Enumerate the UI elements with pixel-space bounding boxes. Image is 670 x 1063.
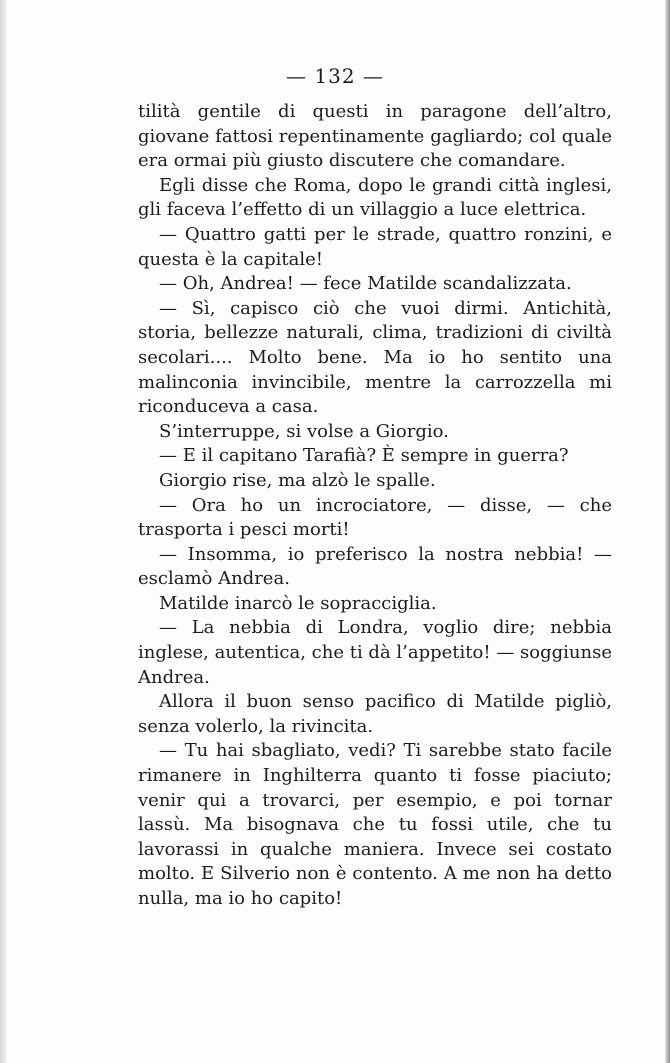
paragraph: — Insomma, io preferisco la nostra nebbia! — esclamò Andrea. [138,543,612,590]
paragraph: — Tu hai sbagliato, vedi? Ti sarebbe stato facile rimanere in Inghilterra quanto ti fosse piaciuto; venir qui a trovarci, per esempio, e poi tornar lassù. Ma bisognava che tu fossi utile, che tu lavorassi in qualche maniera. Invece sei costato molto. E Silverio non è contento. A me non ha detto nulla, ma io ho capito! [138,740,612,909]
paragraph: Giorgio rise, ma alzò le spalle. [159,469,436,491]
body-text [138,100,612,912]
paragraph: — E il capitano Tarafià? È sempre in guerra? [159,445,569,467]
page-left-edge [0,0,7,1063]
paragraph: Allora il buon senso pacifico di Matilde pigliò, senza volerlo, la rivincita. [138,691,612,737]
paragraph: S’interruppe, si volse a Giorgio. [159,420,449,442]
paragraph: — Ora ho un incrociatore, — disse, — che trasporta i pesci morti! [138,494,612,541]
paragraph: — Quattro gatti per le strade, quattro ronzini, e questa è la capitale! [138,223,612,270]
paragraph: — Sì, capisco ciò che vuoi dirmi. Antichità, storia, bellezze naturali, clima, tradizioni di civiltà secolari.... Molto bene. Ma io ho sentito una malinconia invincibile, mentre la carrozzella mi riconduceva a casa. [138,297,612,418]
page-right-edge [665,0,670,1063]
paragraph: tilità gentile di questi in paragone dell’altro, giovane fattosi repentinamente gagliardo; col quale era ormai più giusto discutere che comandare. [138,101,612,172]
paragraph: Egli disse che Roma, dopo le grandi città inglesi, gli faceva l’effetto di un villaggio a luce elettrica. [138,174,612,221]
paragraph: Matilde inarcò le sopracciglia. [159,592,437,614]
paragraph: — La nebbia di Londra, voglio dire; nebbia inglese, autentica, che ti dà l’appetito! — soggiunse Andrea. [138,617,612,688]
paragraph: — Oh, Andrea! — fece Matilde scandalizzata. [159,273,572,295]
page-number: — 132 — [286,64,384,88]
